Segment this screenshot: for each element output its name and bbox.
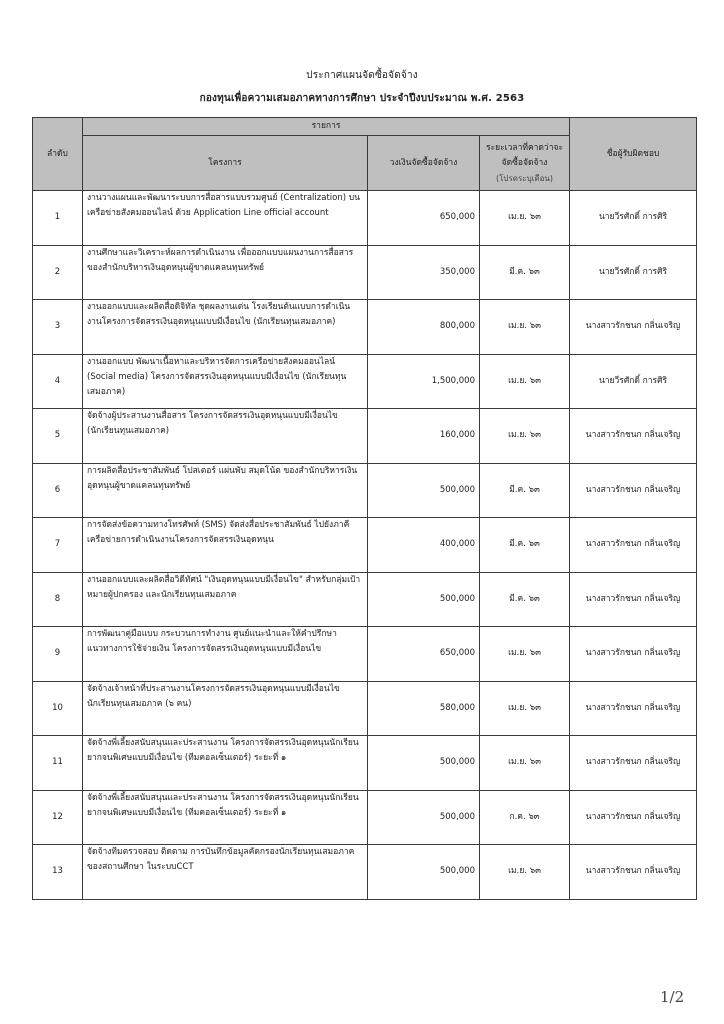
responsible-person: นางสาวรักชนก กลิ่นเจริญ: [570, 681, 697, 736]
row-number: 10: [33, 681, 83, 736]
row-number: 1: [33, 191, 83, 246]
project-name: จัดจ้างพี่เลี้ยงสนับสนุนและประสานงาน โครงการจัดสรรเงินอุดหนุนนักเรียนยากจนพิเศษแบบมีเงื่อนไข (ทีมคอลเซ็นเตอร์) ระยะที่ ๑: [83, 736, 368, 791]
responsible-person: นางสาวรักชนก กลิ่นเจริญ: [570, 845, 697, 900]
row-number: 4: [33, 354, 83, 409]
procurement-period: เม.ย. ๖๓: [480, 354, 570, 409]
project-name: งานออกแบบและผลิตสื่อวิดีทัศน์ "เงินอุดหนุนแบบมีเงื่อนไข" สำหรับกลุ่มเป้าหมายผู้ปกครอง และนักเรียนทุนเสมอภาค: [83, 572, 368, 627]
header-period: [480, 136, 570, 191]
row-number: 13: [33, 845, 83, 900]
responsible-person: นางสาวรักชนก กลิ่นเจริญ: [570, 300, 697, 355]
procurement-period: เม.ย. ๖๓: [480, 300, 570, 355]
responsible-person: นางสาวรักชนก กลิ่นเจริญ: [570, 790, 697, 845]
procurement-period: เม.ย. ๖๓: [480, 409, 570, 464]
table-row: [33, 790, 697, 845]
budget-amount: 1,500,000: [368, 354, 480, 409]
row-number: 11: [33, 736, 83, 791]
responsible-person: นายวีรศักดิ์ การศิริ: [570, 245, 697, 300]
responsible-person: นายวีรศักดิ์ การศิริ: [570, 354, 697, 409]
budget-amount: 160,000: [368, 409, 480, 464]
budget-amount: 800,000: [368, 300, 480, 355]
table-row: [33, 518, 697, 573]
header-no: ลำดับ: [33, 118, 83, 191]
row-number: 6: [33, 463, 83, 518]
header-period-note: (โปรดระบุเดือน): [496, 173, 553, 183]
budget-amount: 500,000: [368, 463, 480, 518]
table-row: [33, 845, 697, 900]
procurement-plan-table: [32, 117, 697, 900]
budget-amount: 650,000: [368, 191, 480, 246]
table-row: [33, 463, 697, 518]
procurement-period: เม.ย. ๖๓: [480, 736, 570, 791]
budget-amount: 650,000: [368, 627, 480, 682]
row-number: 8: [33, 572, 83, 627]
project-name: จัดจ้างพี่เลี้ยงสนับสนุนและประสานงาน โครงการจัดสรรเงินอุดหนุนนักเรียนยากจนพิเศษแบบมีเงื่อนไข (ทีมคอลเซ็นเตอร์) ระยะที่ ๑: [83, 790, 368, 845]
row-number: 2: [33, 245, 83, 300]
project-name: การผลิตสื่อประชาสัมพันธ์ โปสเตอร์ แผ่นพับ สมุดโน้ต ของสำนักบริหารเงินอุดหนุนผู้ขาดแคลนทุนทรัพย์: [83, 463, 368, 518]
table-row: [33, 681, 697, 736]
document-subtitle: กองทุนเพื่อความเสมอภาคทางการศึกษา ประจำปีงบประมาณ พ.ศ. 2563: [199, 93, 525, 104]
project-name: จัดจ้างผู้ประสานงานสื่อสาร โครงการจัดสรรเงินอุดหนุนแบบมีเงื่อนไข (นักเรียนทุนเสมอภาค): [83, 409, 368, 464]
project-name: การจัดส่งข้อความทางโทรศัพท์ (SMS) จัดส่งสื่อประชาสัมพันธ์ ไปยังภาคีเครือข่ายการดำเนินงานโครงการจัดสรรเงินอุดหนุน: [83, 518, 368, 573]
responsible-person: นายวีรศักดิ์ การศิริ: [570, 191, 697, 246]
responsible-person: นางสาวรักชนก กลิ่นเจริญ: [570, 463, 697, 518]
budget-amount: 500,000: [368, 845, 480, 900]
procurement-period: มี.ค. ๖๓: [480, 572, 570, 627]
procurement-period: เม.ย. ๖๓: [480, 627, 570, 682]
row-number: 3: [33, 300, 83, 355]
budget-amount: 500,000: [368, 572, 480, 627]
row-number: 12: [33, 790, 83, 845]
budget-amount: 400,000: [368, 518, 480, 573]
procurement-period: เม.ย. ๖๓: [480, 845, 570, 900]
row-number: 7: [33, 518, 83, 573]
row-number: 9: [33, 627, 83, 682]
project-name: การพัฒนาคู่มือแบบ กระบวนการทำงาน ศูนย์แนะนำและให้คำปรึกษาแนวทางการใช้จ่ายเงิน โครงการจัดสรรเงินอุดหนุนแบบมีเงื่อนไข: [83, 627, 368, 682]
header-amount: วงเงินจัดซื้อจัดจ้าง: [368, 136, 480, 191]
project-name: จัดจ้างทีมตรวจสอบ ติดตาม การบันทึกข้อมูลคัดกรองนักเรียนทุนเสมอภาคของสถานศึกษา ในระบบCCT: [83, 845, 368, 900]
header-items-group: รายการ: [83, 118, 570, 136]
procurement-period: ก.ค. ๖๓: [480, 790, 570, 845]
responsible-person: นางสาวรักชนก กลิ่นเจริญ: [570, 627, 697, 682]
table-row: [33, 354, 697, 409]
header-project: โครงการ: [83, 136, 368, 191]
table-row: [33, 572, 697, 627]
project-name: งานออกแบบ พัฒนาเนื้อหาและบริหารจัดการเครือข่ายสังคมออนไลน์ (Social media) โครงการจัดสรรเงินอุดหนุนแบบมีเงื่อนไข (นักเรียนทุนเสมอภาค): [83, 354, 368, 409]
responsible-person: นางสาวรักชนก กลิ่นเจริญ: [570, 518, 697, 573]
table-row: [33, 300, 697, 355]
table-row: [33, 245, 697, 300]
project-name: งานวางแผนและพัฒนาระบบการสื่อสารแบบรวมศูนย์ (Centralization) บนเครือข่ายสังคมออนไลน์ ด้วย Application Line official account: [83, 191, 368, 246]
project-name: งานศึกษาและวิเคราะห์ผลการดำเนินงาน เพื่อออกแบบแผนงานการสื่อสารของสำนักบริหารเงินอุดหนุนผู้ขาดแคลนทุนทรัพย์: [83, 245, 368, 300]
budget-amount: 350,000: [368, 245, 480, 300]
responsible-person: นางสาวรักชนก กลิ่นเจริญ: [570, 736, 697, 791]
table-row: [33, 736, 697, 791]
document-title: ประกาศแผนจัดซื้อจัดจ้าง: [306, 70, 418, 81]
procurement-period: มี.ค. ๖๓: [480, 518, 570, 573]
responsible-person: นางสาวรักชนก กลิ่นเจริญ: [570, 409, 697, 464]
procurement-period: เม.ย. ๖๓: [480, 681, 570, 736]
table-row: [33, 627, 697, 682]
budget-amount: 500,000: [368, 790, 480, 845]
table-row: [33, 191, 697, 246]
table-row: [33, 409, 697, 464]
procurement-period: มี.ค. ๖๓: [480, 463, 570, 518]
header-period-label: ระยะเวลาที่คาดว่าจะจัดซื้อจัดจ้าง: [486, 142, 564, 168]
header-responsible: ชื่อผู้รับผิดชอบ: [570, 118, 697, 191]
budget-amount: 580,000: [368, 681, 480, 736]
budget-amount: 500,000: [368, 736, 480, 791]
responsible-person: นางสาวรักชนก กลิ่นเจริญ: [570, 572, 697, 627]
project-name: งานออกแบบและผลิตสื่อดิจิทัล ชุดผลงานเด่น โรงเรียนต้นแบบการดำเนินงานโครงการจัดสรรเงินอุดหนุนแบบมีเงื่อนไข (นักเรียนทุนเสมอภาค): [83, 300, 368, 355]
project-name: จัดจ้างเจ้าหน้าที่ประสานงานโครงการจัดสรรเงินอุดหนุนแบบมีเงื่อนไขนักเรียนทุนเสมอภาค (๖ คน): [83, 681, 368, 736]
procurement-period: มี.ค. ๖๓: [480, 245, 570, 300]
procurement-period: เม.ย. ๖๓: [480, 191, 570, 246]
page-number: 1/2: [660, 988, 685, 1006]
row-number: 5: [33, 409, 83, 464]
